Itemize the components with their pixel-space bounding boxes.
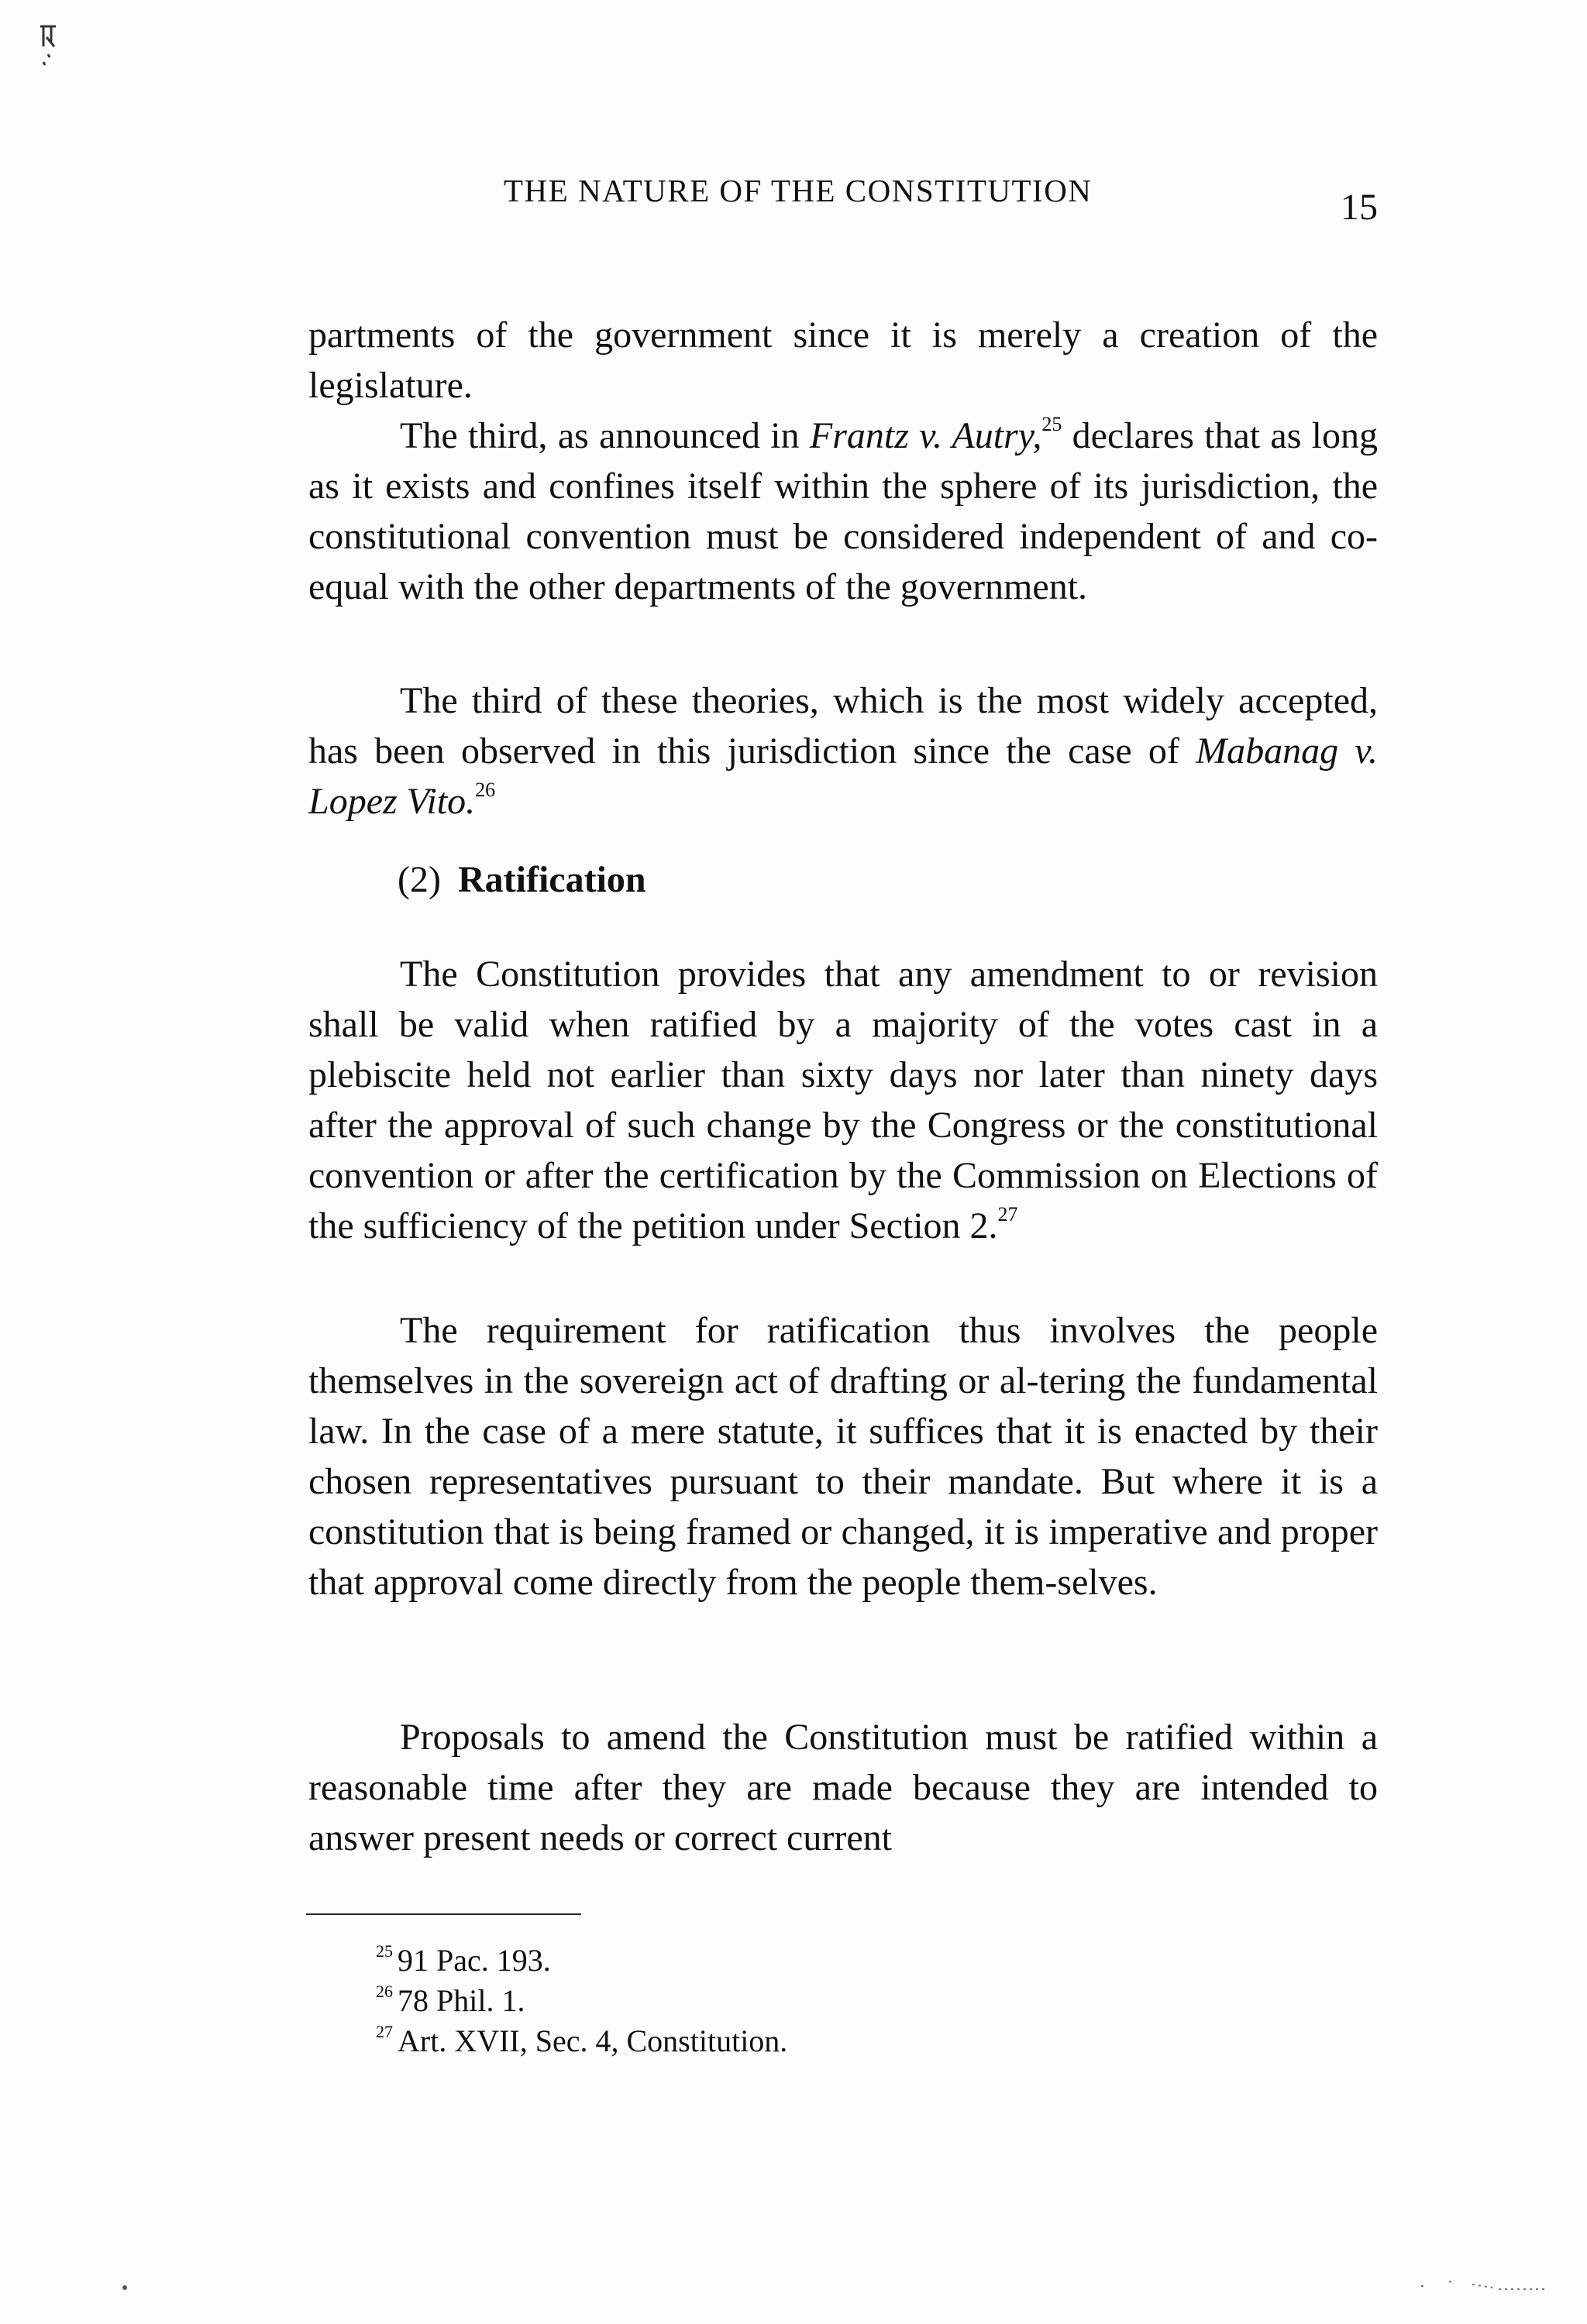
scan-artifact-smudge (1418, 2274, 1550, 2297)
paragraph-text: The third of these theories, which is the most widely accepted, has been observed in this jurisdiction since the case of (308, 680, 1378, 772)
footnote (376, 1981, 787, 2021)
paragraph-text: The requirement for ratification thus involves the people themselves in the sovereign act of drafting or al-tering the fundamental law. In the case of a mere statute, it suffices that it is enacted by their chosen representatives pursuant to their mandate. But where it is a constitution that is being framed or changed, it is imperative and proper that approval come directly from the people them-selves. (308, 1310, 1378, 1603)
scan-artifact-dot (122, 2285, 127, 2290)
section-heading (398, 858, 646, 901)
paragraph-constitution-provides (308, 949, 1378, 1251)
paragraph-text: declares that as long as it exists and confines itself within the sphere of its jurisdiction, the constitutional convention must be considered independent of and co-equal with the other departments of the government. (308, 415, 1379, 607)
footnotes (376, 1941, 787, 2061)
section-heading-title: Ratification (457, 859, 646, 900)
footnote-text: 91 Pac. 193. (398, 1943, 551, 1978)
page-number: 15 (1341, 187, 1378, 228)
paragraph-third-theory (308, 676, 1378, 827)
paragraph-proposals (308, 1712, 1378, 1863)
footnote-text: 78 Phil. 1. (398, 1983, 525, 2018)
section-heading-number: (2) (398, 859, 441, 900)
case-citation: Frantz v. Autry, (809, 415, 1042, 456)
footnote-ref: 27 (997, 1203, 1018, 1226)
paragraph-requirement (308, 1305, 1378, 1607)
footnote-number: 26 (376, 1982, 393, 2001)
paragraph-text: partments of the government since it is merely a creation of the legislature. (308, 315, 1378, 406)
running-head-title: THE NATURE OF THE CONSTITUTION (504, 173, 1093, 208)
paragraph-frantz (308, 411, 1378, 612)
case-citation: Mabanag v. Lopez Vito. (308, 731, 1379, 822)
scan-artifact-mark (37, 23, 59, 70)
paragraph-continuation (308, 310, 1378, 411)
paragraph-text: Proposals to amend the Constitution must be ratified within a reasonable time after they are made because they are intended to answer present needs or correct current (308, 1717, 1378, 1858)
footnote (376, 1941, 787, 1981)
footnote (376, 2021, 787, 2061)
footnote-ref: 26 (475, 779, 496, 801)
paragraph-text: The third, as announced in (400, 415, 810, 456)
footnote-number: 25 (376, 1941, 393, 1961)
paragraph-text: The Constitution provides that any amendment to or revision shall be valid when ratified by a majority of the votes cast in a plebiscite held not earlier than sixty days nor later than ninety days after the approval of such change by the Congress or the constitutional convention or after the certification by the Commission on Elections of the sufficiency of the petition under Section 2. (308, 954, 1378, 1246)
footnote-number: 27 (376, 2022, 393, 2041)
footnote-text: Art. XVII, Sec. 4, Constitution. (398, 2023, 788, 2058)
footnote-divider (306, 1913, 581, 1915)
footnote-ref: 25 (1041, 413, 1062, 435)
